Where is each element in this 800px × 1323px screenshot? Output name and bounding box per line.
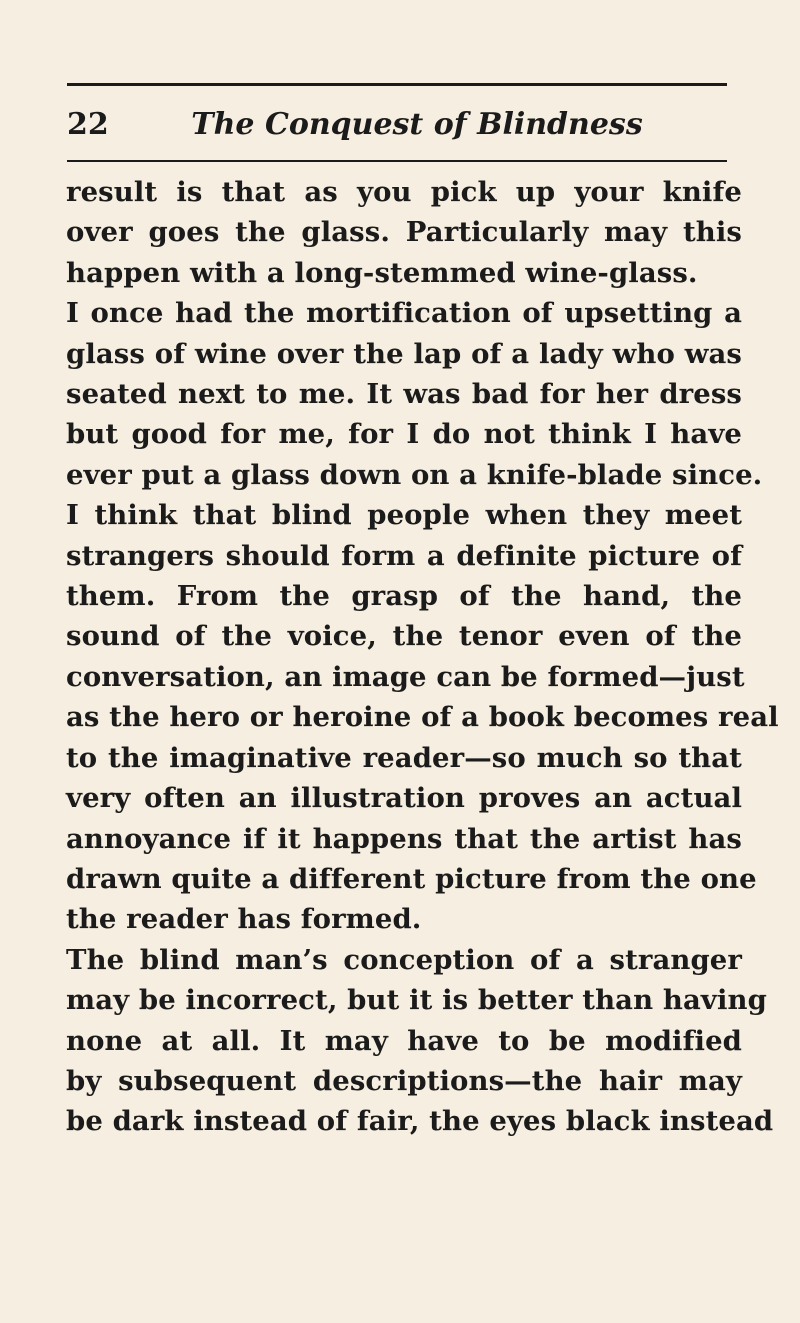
header-top-rule bbox=[67, 83, 727, 86]
header-bottom-rule bbox=[67, 160, 727, 162]
text-line: as the hero or heroine of a book becomes real bbox=[66, 701, 779, 734]
text-line: none at all. It may have to be modified bbox=[66, 1024, 742, 1057]
text-line: by subsequent descriptions—the hair may bbox=[66, 1064, 742, 1097]
text-line: strangers should form a definite picture of bbox=[66, 539, 742, 572]
text-line: be dark instead of fair, the eyes black instead bbox=[66, 1105, 774, 1138]
running-title: The Conquest of Blindness bbox=[191, 107, 643, 142]
text-line: sound of the voice, the tenor even of the bbox=[66, 620, 742, 653]
text-line: The blind man’s conception of a stranger bbox=[66, 943, 742, 976]
text-line: very often an illustration proves an actual bbox=[66, 782, 742, 815]
text-line: conversation, an image can be formed—just bbox=[66, 660, 745, 693]
text-line: result is that as you pick up your knife bbox=[66, 176, 742, 208]
text-line: I think that blind people when they meet bbox=[66, 499, 742, 532]
text-line: over goes the glass. Particularly may this bbox=[66, 216, 742, 249]
text-line: drawn quite a different picture from the one bbox=[66, 862, 757, 895]
page-number: 22 bbox=[67, 107, 109, 142]
body-text bbox=[66, 172, 779, 1142]
text-line: to the imaginative reader—so much so that bbox=[66, 741, 742, 774]
text-line: I once had the mortification of upsetting a bbox=[66, 297, 742, 330]
text-line: annoyance if it happens that the artist has bbox=[66, 822, 742, 855]
text-line: seated next to me. It was bad for her dress bbox=[66, 378, 742, 411]
text-line: ever put a glass down on a knife-blade since. bbox=[66, 458, 763, 491]
text-line: glass of wine over the lap of a lady who was bbox=[66, 337, 742, 370]
running-header bbox=[67, 103, 727, 147]
text-line: them. From the grasp of the hand, the bbox=[66, 580, 742, 613]
text-line: the reader has formed. bbox=[66, 903, 422, 936]
text-line: but good for me, for I do not think I have bbox=[66, 418, 742, 451]
text-line: may be incorrect, but it is better than having bbox=[66, 984, 767, 1017]
text-line: happen with a long-stemmed wine-glass. bbox=[66, 256, 698, 289]
